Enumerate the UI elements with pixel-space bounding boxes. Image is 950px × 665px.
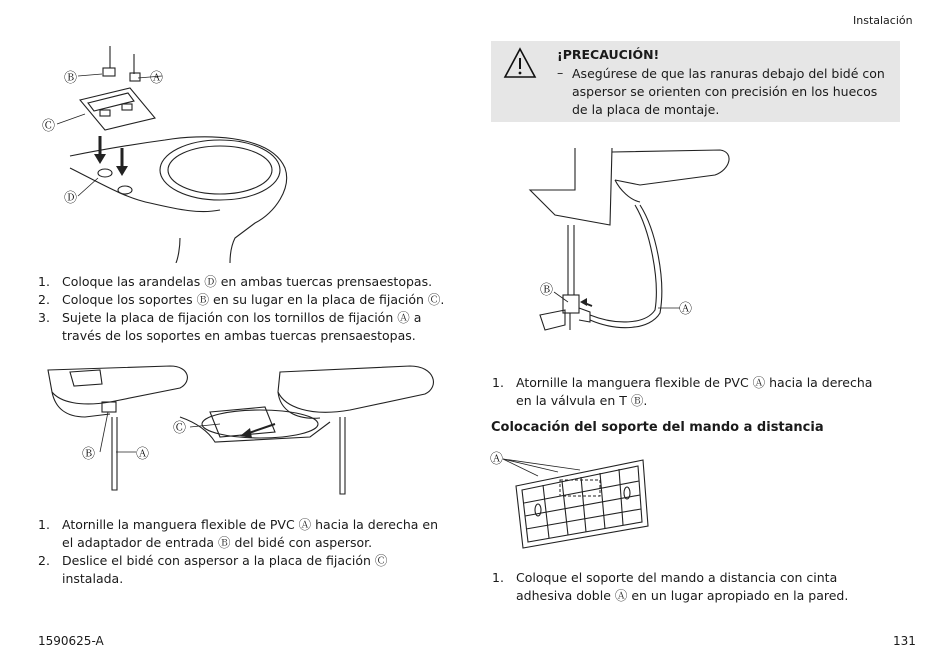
caution-dash: – [557, 65, 564, 80]
running-header: Instalación [853, 14, 913, 27]
document-number: 1590625-A [38, 634, 104, 648]
warning-triangle-icon [503, 47, 537, 79]
figure-bidet-seat [40, 362, 445, 497]
callout-b: Ⓑ [64, 71, 78, 86]
callout-c: Ⓒ [173, 421, 187, 436]
callout-a: Ⓐ [150, 71, 164, 86]
list-item: 1. Coloque el soporte del mando a distancia con cinta adhesiva doble Ⓐ en un lugar apropiado en la pared. [492, 570, 849, 603]
caution-box [491, 41, 900, 122]
callout-b: Ⓑ [540, 283, 554, 298]
figure-mounting-plate [30, 38, 320, 263]
callout-a: Ⓐ [490, 452, 504, 467]
callout-c: Ⓒ [42, 119, 56, 134]
callout-d: Ⓓ [64, 191, 78, 206]
section-heading: Colocación del soporte del mando a distancia [491, 420, 824, 435]
caution-title: ¡PRECAUCIÓN! [557, 47, 660, 62]
page-number: 131 [893, 634, 916, 648]
caution-text: Asegúrese de que las ranuras debajo del bidé con aspersor se orienten con precisión en los huecos de la placa de montaje. [572, 66, 885, 117]
callout-b: Ⓑ [82, 447, 96, 462]
list-item: 1. Atornille la manguera flexible de PVC Ⓐ hacia la derecha en la válvula en T Ⓑ. [492, 375, 873, 408]
callout-a: Ⓐ [679, 302, 693, 317]
callout-a: Ⓐ [136, 447, 150, 462]
figure-remote-holder [488, 448, 658, 554]
figure-valve-hose [520, 130, 760, 345]
list-item: 1. Atornille la manguera flexible de PVC Ⓐ hacia la derecha en el adaptador de entrada Ⓑ del bidé con aspersor. [38, 517, 439, 550]
